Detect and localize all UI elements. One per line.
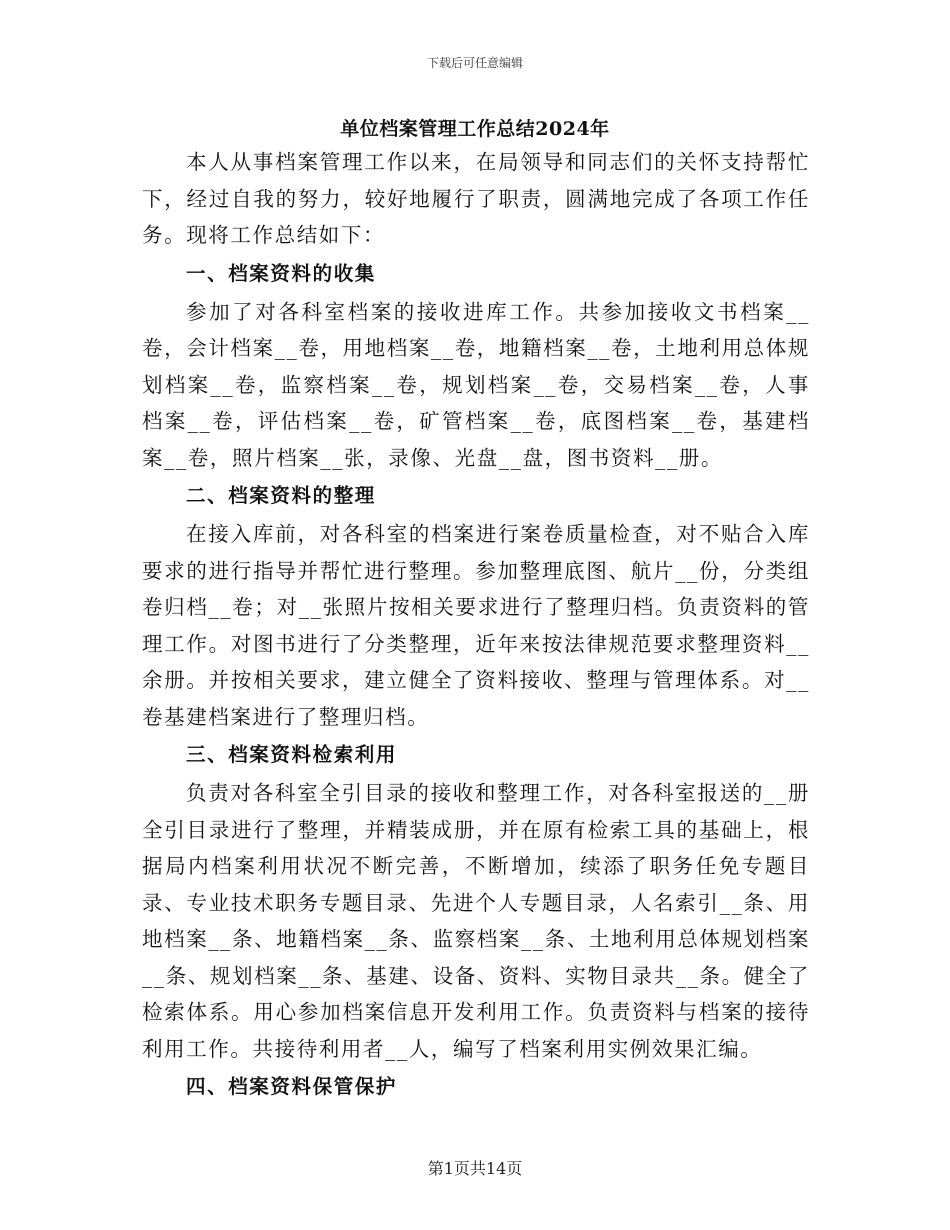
page-number: 第1页共14页: [427, 1159, 523, 1178]
intro-paragraph: 本人从事档案管理工作以来，在局领导和同志们的关怀支持帮忙下，经过自我的努力，较好地履行了职责，圆满地完成了各项工作任务。现将工作总结如下：: [142, 150, 810, 247]
section-heading: 一、档案资料的收集: [186, 261, 376, 285]
section-paragraph: 参加了对各科室档案的接收进库工作。共参加接收文书档案__卷，会计档案__卷，用地档案__卷，地籍档案__卷，土地利用总体规划档案__卷，监察档案__卷，规划档案__卷，交易档案__卷，人事档案__卷，评估档案__卷，矿管档案__卷，底图档案__卷，基建档案__卷，照片档案__张，录像、光盘__盘，图书资料__册。: [142, 299, 810, 470]
document-title: 单位档案管理工作总结2024年: [340, 118, 610, 140]
section-paragraph: 在接入库前，对各科室的档案进行案卷质量检查，对不贴合入库要求的进行指导并帮忙进行整理。参加整理底图、航片__份，分类组卷归档__卷；对__张照片按相关要求进行了整理归档。负责资料的管理工作。对图书进行了分类整理，近年来按法律规范要求整理资料__余册。并按相关要求，建立健全了资料接收、整理与管理体系。对__卷基建档案进行了整理归档。: [142, 522, 810, 729]
section-heading: 二、档案资料的整理: [186, 484, 376, 507]
section-heading: 四、档案资料保管保护: [186, 1075, 398, 1098]
page-header: 下载后可任意编辑: [426, 56, 523, 70]
document-body: [142, 144, 810, 1107]
section-paragraph: 负责对各科室全引目录的接收和整理工作，对各科室报送的__册全引目录进行了整理，并精装成册，并在原有检索工具的基础上，根据局内档案利用状况不断完善，不断增加，续添了职务任免专题目录、专业技术职务专题目录、先进个人专题目录，人名索引__条、用地档案__条、地籍档案__条、监察档案__条、土地利用总体规划档案__条、规划档案__条、基建、设备、资料、实物目录共__条。健全了检索体系。用心参加档案信息开发利用工作。负责资料与档案的接待利用工作。共接待利用者__人，编写了档案利用实例效果汇编。: [142, 781, 810, 1061]
section-heading: 三、档案资料检索利用: [186, 743, 398, 766]
